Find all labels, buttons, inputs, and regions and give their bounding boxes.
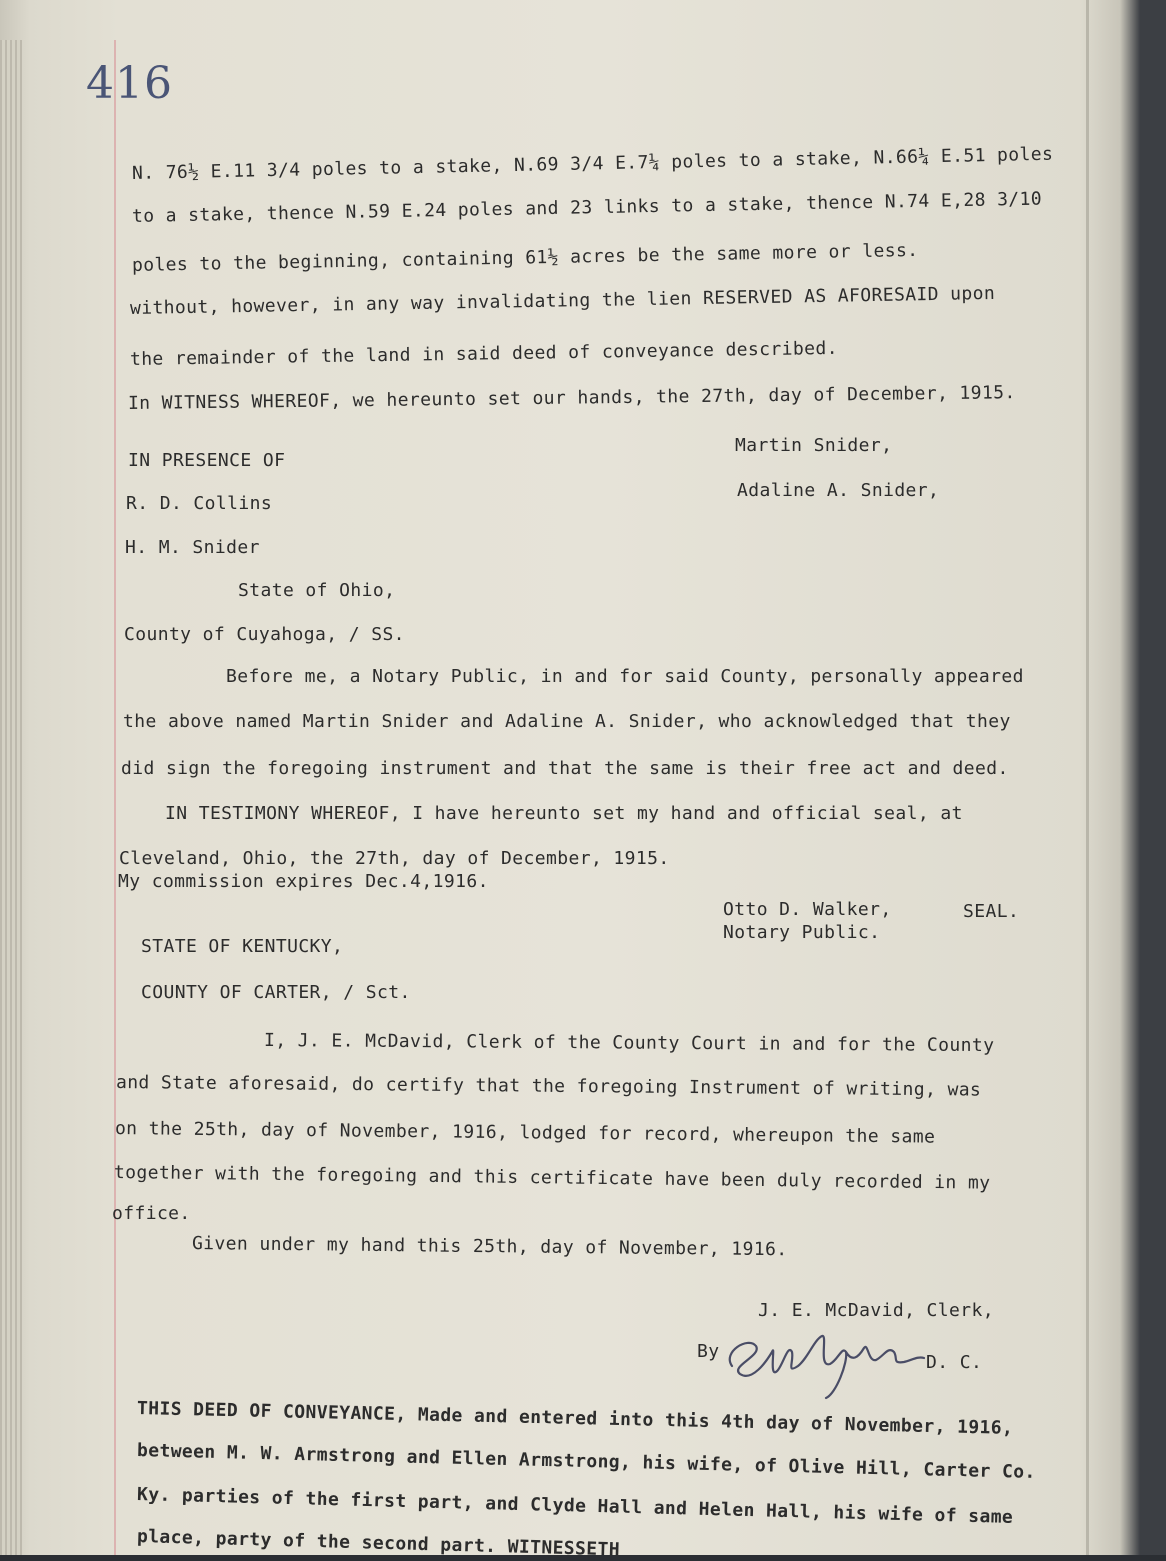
text-line-1: N. 76½ E.11 3/4 poles to a stake, N.69 3/4 E.7¼ poles to a stake, N.66¼ E.51 poles <box>131 143 1054 184</box>
testimony-line: IN TESTIMONY WHEREOF, I have hereunto set my hand and official seal, at <box>165 803 963 824</box>
text-line-2: to a stake, thence N.59 E.24 poles and 23 links to a stake, thence N.74 E,28 3/10 <box>131 188 1043 227</box>
witness-collins: R. D. Collins <box>126 493 273 514</box>
stacked-page-edges <box>0 40 22 1555</box>
text-line-4: without, however, in any way invalidating the lien RESERVED AS AFORESAID upon <box>129 282 996 319</box>
in-presence-of: IN PRESENCE OF <box>128 450 286 471</box>
acknowledgment-line-2: the above named Martin Snider and Adaline A. Snider, who acknowledged that they <box>123 711 1011 732</box>
clerk-line-5: office. <box>112 1203 191 1224</box>
state-of-kentucky: STATE OF KENTUCKY, <box>141 936 344 957</box>
county-of-cuyahoga: County of Cuyahoga, / SS. <box>124 624 405 645</box>
clerk-line-3: on the 25th, day of November, 1916, lodged for record, whereupon the same <box>114 1118 936 1148</box>
deed-line-3: Ky. parties of the first part, and Clyde Hall and Helen Hall, his wife of same <box>136 1484 1014 1528</box>
commission-expires: My commission expires Dec.4,1916. <box>118 871 489 892</box>
notary-seal: SEAL. <box>963 901 1020 922</box>
notary-title: Notary Public. <box>723 922 881 943</box>
acknowledgment-line-3: did sign the foregoing instrument and that the same is their free act and deed. <box>121 758 1009 779</box>
signature-martin-snider: Martin Snider, <box>735 435 893 456</box>
acknowledgment-line-1: Before me, a Notary Public, in and for said County, personally appeared <box>226 666 1024 687</box>
right-margin-rule <box>1086 0 1089 1555</box>
red-margin-line <box>114 40 116 1555</box>
deed-line-4: place, party of the second part. WITNESSETH <box>136 1526 621 1561</box>
clerk-line-2: and State aforesaid, do certify that the foregoing Instrument of writing, was <box>115 1072 982 1101</box>
deed-line-2: between M. W. Armstrong and Ellen Armstrong, his wife, of Olive Hill, Carter Co. <box>136 1440 1036 1483</box>
page-number: 416 <box>86 58 173 109</box>
notary-name: Otto D. Walker, <box>723 899 892 920</box>
text-line-5: the remainder of the land in said deed of conveyance described. <box>129 337 839 370</box>
clerk-line-1: I, J. E. McDavid, Clerk of the County Court in and for the County <box>263 1030 995 1057</box>
text-line-6: In WITNESS WHEREOF, we hereunto set our hands, the 27th, day of December, 1915. <box>127 382 1016 414</box>
cleveland-date-line: Cleveland, Ohio, the 27th, day of December, 1915. <box>119 848 670 869</box>
clerk-line-4: together with the foregoing and this certificate have been duly recorded in my <box>113 1162 991 1194</box>
signature-adaline-snider: Adaline A. Snider, <box>737 480 940 501</box>
by-label: By <box>697 1341 720 1362</box>
county-of-carter: COUNTY OF CARTER, / Sct. <box>141 982 411 1003</box>
deed-line-1: THIS DEED OF CONVEYANCE, Made and entered into this 4th day of November, 1916, <box>136 1398 1014 1439</box>
witness-snider: H. M. Snider <box>125 537 260 558</box>
clerk-signature-typed: J. E. McDavid, Clerk, <box>758 1300 994 1321</box>
text-line-3: poles to the beginning, containing 61½ acres be the same more or less. <box>131 239 919 276</box>
deputy-clerk-label: D. C. <box>926 1352 983 1373</box>
state-of-ohio: State of Ohio, <box>238 580 396 601</box>
given-under-hand: Given under my hand this 25th, day of November, 1916. <box>191 1233 788 1261</box>
handwritten-signature <box>718 1322 928 1402</box>
